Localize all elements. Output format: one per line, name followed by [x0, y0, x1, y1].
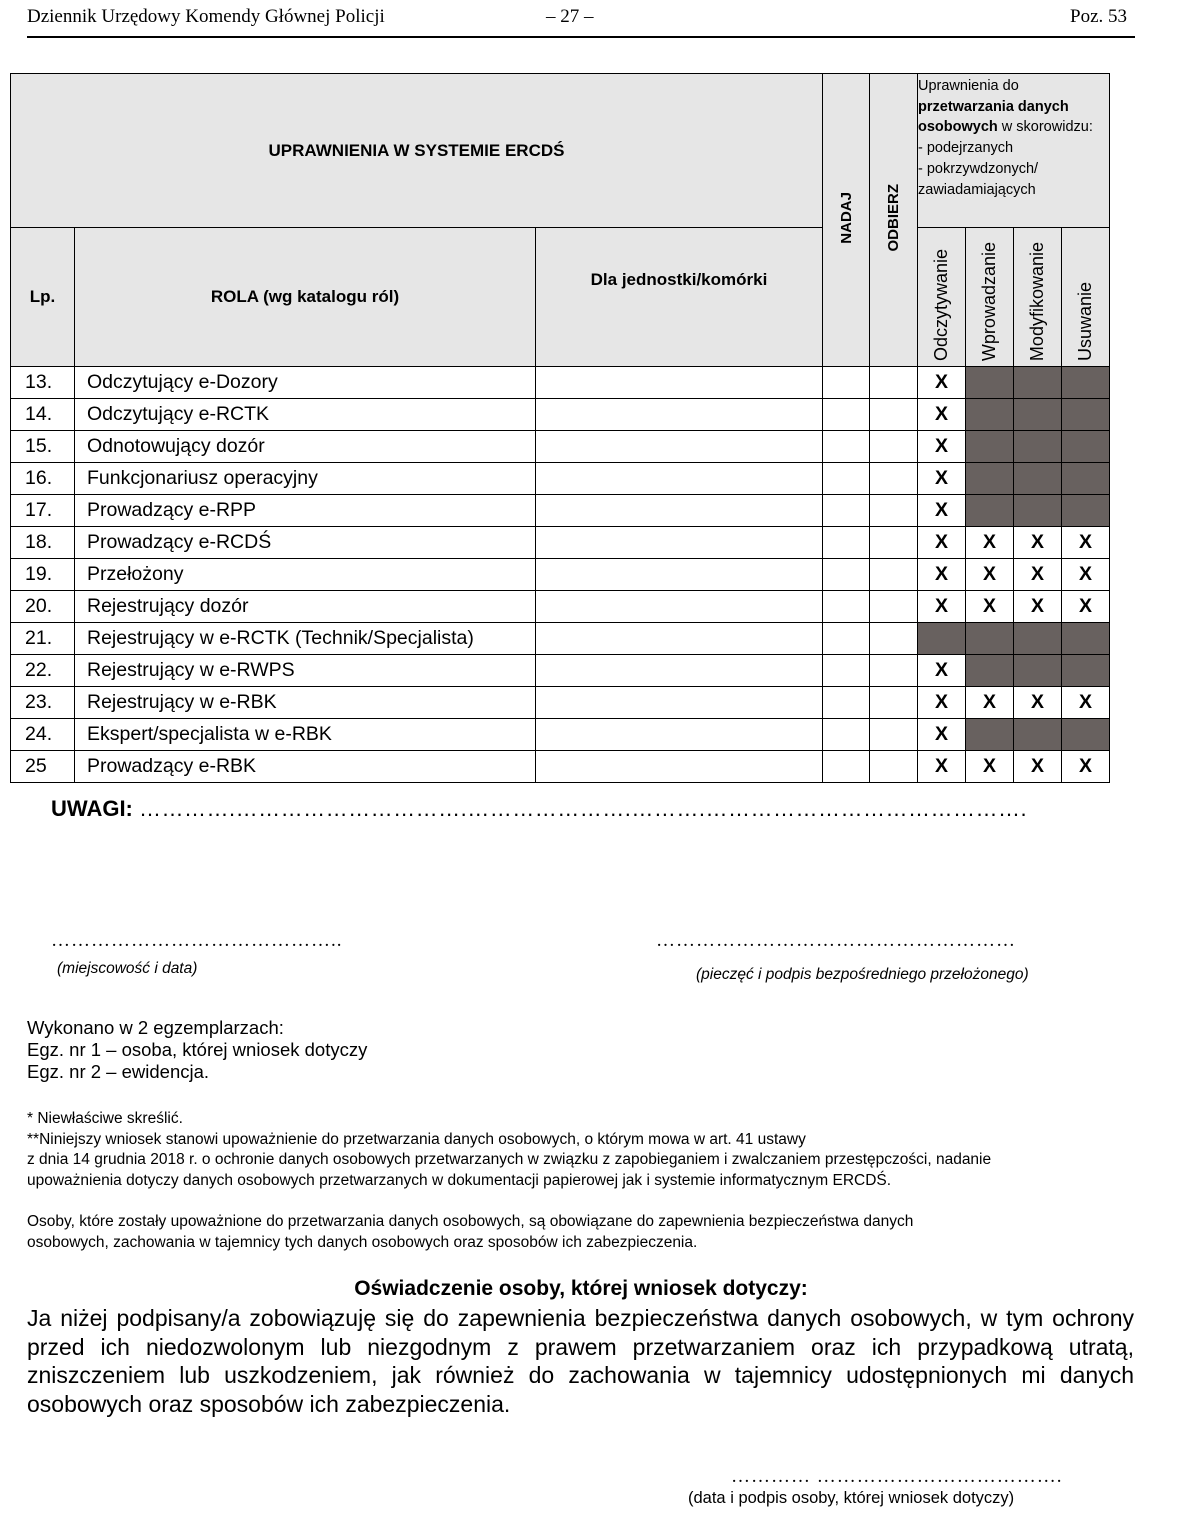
nadaj-cell[interactable] — [823, 399, 870, 431]
odbierz-cell[interactable] — [870, 687, 918, 719]
place-date-line[interactable]: …………………………………….. — [51, 930, 343, 951]
unit-cell[interactable] — [536, 527, 823, 559]
read-cell: X — [918, 399, 966, 431]
table-row — [11, 655, 1110, 687]
read-cell: X — [918, 463, 966, 495]
odbierz-cell[interactable] — [870, 431, 918, 463]
odbierz-cell[interactable] — [870, 527, 918, 559]
read-cell: X — [918, 495, 966, 527]
write-cell-shaded — [966, 367, 1014, 399]
statement-title: Oświadczenie osoby, której wniosek dotyczy: — [354, 1277, 808, 1300]
write-cell-shaded — [966, 463, 1014, 495]
odbierz-cell[interactable] — [870, 623, 918, 655]
unit-cell[interactable] — [536, 559, 823, 591]
nadaj-cell[interactable] — [823, 655, 870, 687]
row-number: 21. — [11, 623, 75, 655]
table-row — [11, 559, 1110, 591]
modify-cell: X — [1014, 591, 1062, 623]
supervisor-signature-line[interactable]: ……………………………………………… — [656, 930, 1016, 951]
nadaj-cell[interactable] — [823, 591, 870, 623]
delete-cell-shaded — [1062, 367, 1110, 399]
delete-cell: X — [1062, 559, 1110, 591]
row-number: 16. — [11, 463, 75, 495]
statement-body: Ja niżej podpisany/a zobowiązuję się do zapewnienia bezpieczeństwa danych osobowych, w tym ochrony przed ich niedozwolonym lub niezgodnym z prawem przetwarzaniem oraz ich przypadkową utratą, zniszczeniem lub uszkodzeniem, jak również do zachowania w tajemnicy udostępnionych mi danych osobowych oraz sposobów ich zabezpieczenia. — [27, 1305, 1134, 1417]
col-role: ROLA (wg katalogu ról) — [75, 228, 536, 367]
role-name: Odczytujący e-Dozory — [75, 367, 536, 399]
row-number: 23. — [11, 687, 75, 719]
col-odbierz: ODBIERZ — [870, 74, 918, 367]
nadaj-cell[interactable] — [823, 495, 870, 527]
role-name: Prowadzący e-RPP — [75, 495, 536, 527]
write-cell-shaded — [966, 655, 1014, 687]
table-row — [11, 495, 1110, 527]
row-number: 20. — [11, 591, 75, 623]
place-date-caption: (miejscowość i data) — [57, 960, 198, 977]
scope-header: Uprawnienia do przetwarzania danych osobowych w skorowidzu: - podejrzanych - pokrzywdzonych/ zawiadamiających — [918, 74, 1110, 228]
modify-cell-shaded — [1014, 367, 1062, 399]
col-odczytywanie: Odczytywanie — [918, 228, 966, 367]
unit-cell[interactable] — [536, 367, 823, 399]
table-row — [11, 623, 1110, 655]
row-number: 17. — [11, 495, 75, 527]
modify-cell: X — [1014, 559, 1062, 591]
row-number: 25 — [11, 751, 75, 783]
row-number: 22. — [11, 655, 75, 687]
row-number: 24. — [11, 719, 75, 751]
role-name: Przełożony — [75, 559, 536, 591]
role-name: Rejestrujący w e-RBK — [75, 687, 536, 719]
odbierz-cell[interactable] — [870, 719, 918, 751]
unit-cell[interactable] — [536, 719, 823, 751]
col-wprowadzanie: Wprowadzanie — [966, 228, 1014, 367]
table-row — [11, 527, 1110, 559]
delete-cell-shaded — [1062, 463, 1110, 495]
delete-cell-shaded — [1062, 719, 1110, 751]
role-name: Ekspert/specjalista w e-RBK — [75, 719, 536, 751]
modify-cell-shaded — [1014, 623, 1062, 655]
col-nadaj: NADAJ — [823, 74, 870, 367]
nadaj-cell[interactable] — [823, 527, 870, 559]
unit-cell[interactable] — [536, 399, 823, 431]
odbierz-cell[interactable] — [870, 751, 918, 783]
applicant-signature-line[interactable]: ………… ………………………………. — [731, 1466, 1063, 1487]
remarks-label: UWAGI: — [51, 796, 133, 821]
nadaj-cell[interactable] — [823, 367, 870, 399]
modify-cell: X — [1014, 687, 1062, 719]
read-cell: X — [918, 431, 966, 463]
table-title: UPRAWNIENIA W SYSTEMIE ERCDŚ — [11, 74, 823, 228]
col-modyfikowanie: Modyfikowanie — [1014, 228, 1062, 367]
unit-cell[interactable] — [536, 623, 823, 655]
odbierz-cell[interactable] — [870, 367, 918, 399]
copies-block: Wykonano w 2 egzemplarzach: Egz. nr 1 – osoba, której wniosek dotyczy Egz. nr 2 – ewidencja. — [27, 1017, 368, 1082]
obligation-paragraph: Osoby, które zostały upoważnione do przetwarzania danych osobowych, są obowiązane do zapewnienia bezpieczeństwa danych osobowych, zachowania w tajemnicy tych danych osobowych oraz sposobów ich zabezpieczenia. — [27, 1213, 914, 1251]
modify-cell-shaded — [1014, 431, 1062, 463]
row-number: 14. — [11, 399, 75, 431]
unit-cell[interactable] — [536, 495, 823, 527]
nadaj-cell[interactable] — [823, 623, 870, 655]
applicant-signature-caption: (data i podpis osoby, której wniosek dotyczy) — [688, 1489, 1015, 1507]
role-name: Funkcjonariusz operacyjny — [75, 463, 536, 495]
unit-cell[interactable] — [536, 655, 823, 687]
read-cell: X — [918, 719, 966, 751]
delete-cell-shaded — [1062, 655, 1110, 687]
read-cell: X — [918, 751, 966, 783]
modify-cell: X — [1014, 527, 1062, 559]
table-row — [11, 367, 1110, 399]
table-row — [11, 399, 1110, 431]
delete-cell-shaded — [1062, 399, 1110, 431]
row-number: 13. — [11, 367, 75, 399]
col-lp: Lp. — [11, 228, 75, 367]
position-number: Poz. 53 — [1070, 6, 1127, 27]
role-name: Rejestrujący w e-RWPS — [75, 655, 536, 687]
journal-title: Dziennik Urzędowy Komendy Głównej Policji — [27, 6, 385, 27]
table-row — [11, 431, 1110, 463]
modify-cell-shaded — [1014, 655, 1062, 687]
odbierz-cell[interactable] — [870, 655, 918, 687]
modify-cell: X — [1014, 751, 1062, 783]
write-cell: X — [966, 559, 1014, 591]
unit-cell[interactable] — [536, 687, 823, 719]
nadaj-cell[interactable] — [823, 751, 870, 783]
role-name: Prowadzący e-RBK — [75, 751, 536, 783]
nadaj-cell[interactable] — [823, 719, 870, 751]
table-row — [11, 463, 1110, 495]
write-cell: X — [966, 591, 1014, 623]
nadaj-cell[interactable] — [823, 431, 870, 463]
odbierz-cell[interactable] — [870, 559, 918, 591]
delete-cell-shaded — [1062, 623, 1110, 655]
odbierz-cell[interactable] — [870, 463, 918, 495]
write-cell: X — [966, 687, 1014, 719]
read-cell: X — [918, 591, 966, 623]
write-cell-shaded — [966, 623, 1014, 655]
modify-cell-shaded — [1014, 463, 1062, 495]
row-number: 19. — [11, 559, 75, 591]
modify-cell-shaded — [1014, 399, 1062, 431]
footnotes: * Niewłaściwe skreślić. **Niniejszy wniosek stanowi upoważnienie do przetwarzania danych osobowych, o którym mowa w art. 41 ustawy z dnia 14 grudnia 2018 r. o ochronie danych osobowych przetwarzanych w związku z zapobieganiem i zwalczaniem przestępczości, nadanie upoważnienia dotyczy danych osobowych przetwarzanych w dokumentacji papierowej jak i systemie informatycznym ERCDŚ. — [27, 1110, 992, 1189]
odbierz-cell[interactable] — [870, 399, 918, 431]
role-name: Prowadzący e-RCDŚ — [75, 527, 536, 559]
role-name: Odczytujący e-RCTK — [75, 399, 536, 431]
role-name: Odnotowujący dozór — [75, 431, 536, 463]
delete-cell: X — [1062, 591, 1110, 623]
row-number: 18. — [11, 527, 75, 559]
odbierz-cell[interactable] — [870, 591, 918, 623]
supervisor-signature-caption: (pieczęć i podpis bezpośredniego przełożonego) — [696, 966, 1029, 983]
write-cell-shaded — [966, 495, 1014, 527]
delete-cell: X — [1062, 527, 1110, 559]
row-number: 15. — [11, 431, 75, 463]
modify-cell-shaded — [1014, 719, 1062, 751]
write-cell: X — [966, 751, 1014, 783]
write-cell-shaded — [966, 431, 1014, 463]
read-cell: X — [918, 559, 966, 591]
unit-cell[interactable] — [536, 751, 823, 783]
table-row — [11, 719, 1110, 751]
permissions-table — [10, 73, 1110, 783]
page-number: – 27 – — [546, 6, 594, 27]
write-cell-shaded — [966, 399, 1014, 431]
write-cell-shaded — [966, 719, 1014, 751]
read-cell: X — [918, 367, 966, 399]
write-cell: X — [966, 527, 1014, 559]
role-name: Rejestrujący w e-RCTK (Technik/Specjalista) — [75, 623, 536, 655]
read-cell: X — [918, 655, 966, 687]
nadaj-cell[interactable] — [823, 559, 870, 591]
modify-cell-shaded — [1014, 495, 1062, 527]
table-row — [11, 687, 1110, 719]
table-row — [11, 751, 1110, 783]
delete-cell: X — [1062, 687, 1110, 719]
unit-cell[interactable] — [536, 591, 823, 623]
delete-cell-shaded — [1062, 495, 1110, 527]
remarks-dots: ………….………………………….………………….……….……………………………………. — [139, 796, 1028, 821]
header-rule — [27, 36, 1135, 38]
nadaj-cell[interactable] — [823, 687, 870, 719]
col-usuwanie: Usuwanie — [1062, 228, 1110, 367]
odbierz-cell[interactable] — [870, 495, 918, 527]
role-name: Rejestrujący dozór — [75, 591, 536, 623]
delete-cell-shaded — [1062, 431, 1110, 463]
read-cell: X — [918, 687, 966, 719]
unit-cell[interactable] — [536, 431, 823, 463]
table-row — [11, 591, 1110, 623]
nadaj-cell[interactable] — [823, 463, 870, 495]
delete-cell: X — [1062, 751, 1110, 783]
read-cell: X — [918, 527, 966, 559]
remarks-line[interactable] — [51, 796, 1027, 822]
read-cell-shaded — [918, 623, 966, 655]
unit-cell[interactable] — [536, 463, 823, 495]
col-unit: Dla jednostki/komórki — [536, 228, 823, 367]
